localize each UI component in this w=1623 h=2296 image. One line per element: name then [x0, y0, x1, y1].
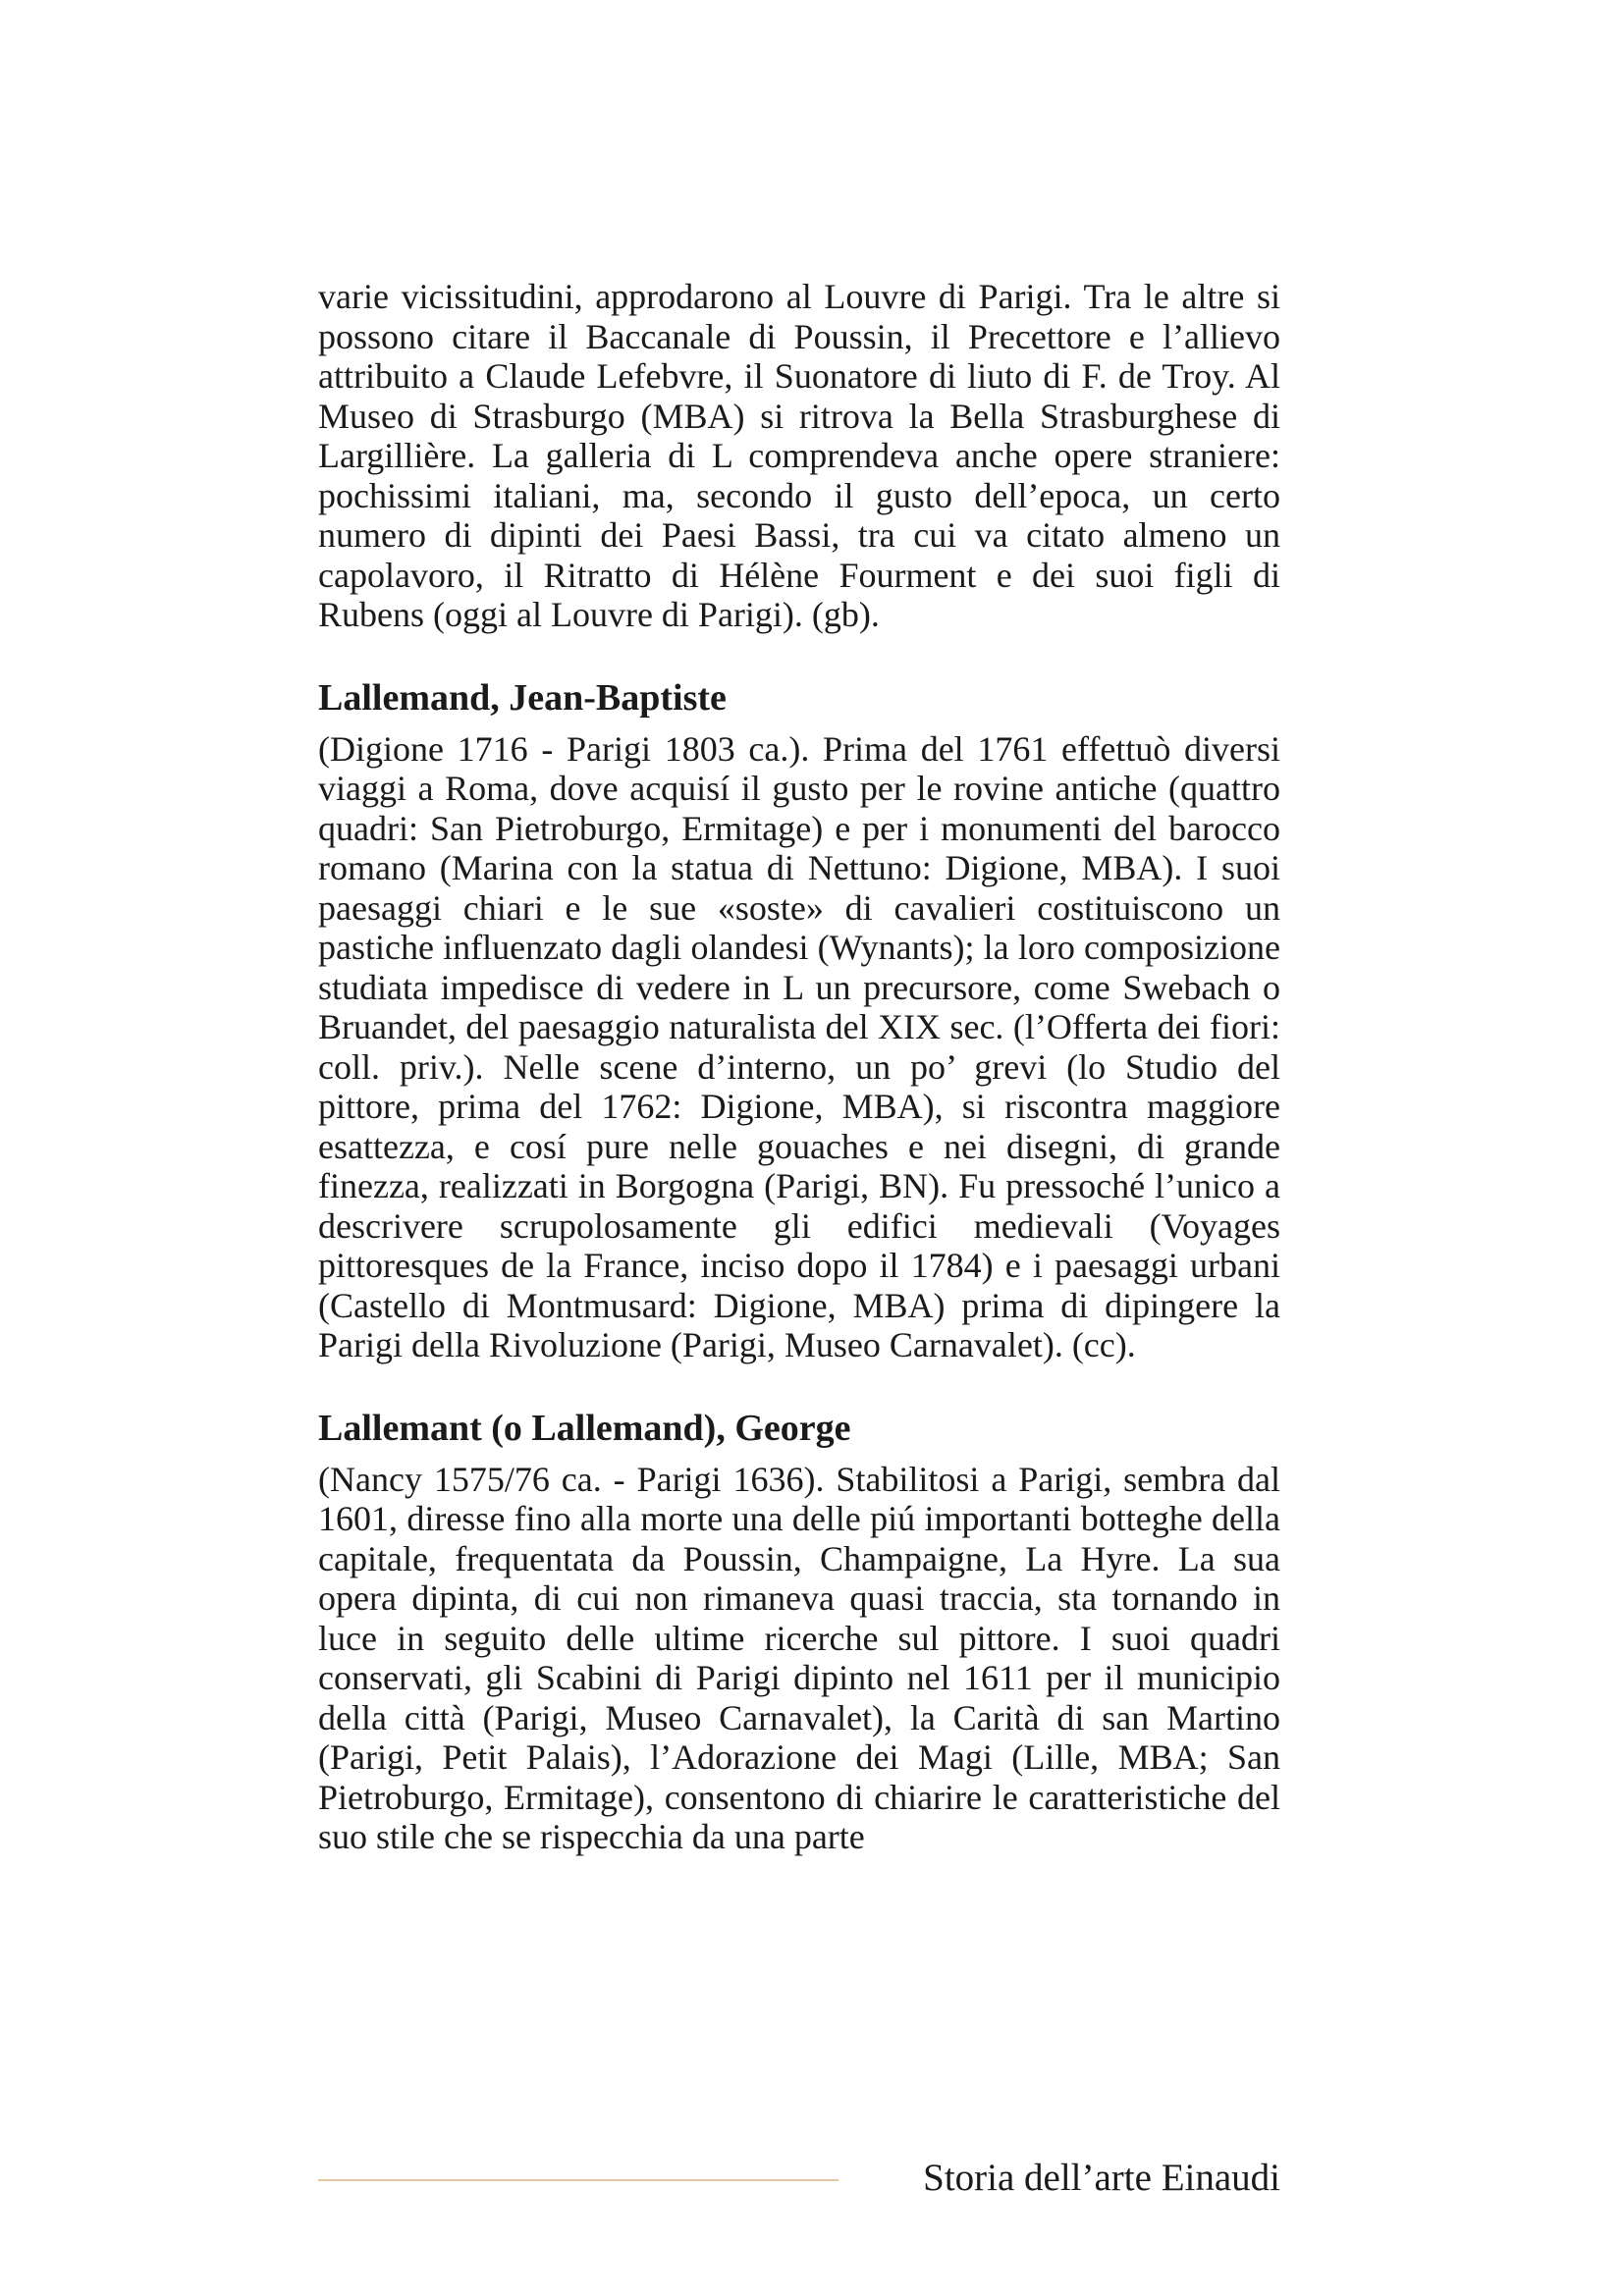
- footer-publication-title: Storia dell’arte Einaudi: [923, 2157, 1280, 2199]
- entry-text-lallemant-george: (Nancy 1575/76 ca. - Parigi 1636). Stabilitosi a Parigi, sembra dal 1601, diresse fino alla morte una delle piú importanti botteghe della capitale, frequentata da Poussin, Champaigne, La Hyre. La sua opera dipinta, di cui non rimaneva quasi traccia, sta tornando in luce in seguito delle ultime ricerche sul pittore. I suoi quadri conservati, gli Scabini di Parigi dipinto nel 1611 per il municipio della città (Parigi, Museo Carnavalet), la Carità di san Martino (Parigi, Petit Palais), l’Adorazione dei Magi (Lille, MBA; San Pietroburgo, Ermitage), consentono di chiarire le caratteristiche del suo stile che se rispecchia da una parte: [318, 1459, 1280, 1856]
- entry-continuation-text: varie vicissitudini, approdarono al Louvre di Parigi. Tra le altre si possono citare il Baccanale di Poussin, il Precettore e l’allievo attribuito a Claude Lefebvre, il Suonatore di liuto di F. de Troy. Al Museo di Strasburgo (MBA) si ritrova la Bella Strasburghese di Largillière. La galleria di L comprendeva anche opere straniere: pochissimi italiani, ma, secondo il gusto dell’epoca, un certo numero di dipinti dei Paesi Bassi, tra cui va citato almeno un capolavoro, il Ritratto di Hélène Fourment e dei suoi figli di Rubens (oggi al Louvre di Parigi). (gb).: [318, 277, 1280, 634]
- entry-text-lallemand-jean-baptiste: (Digione 1716 - Parigi 1803 ca.). Prima del 1761 effettuò diversi viaggi a Roma, dove acquisí il gusto per le rovine antiche (quattro quadri: San Pietroburgo, Ermitage) e per i monumenti del barocco romano (Marina con la statua di Nettuno: Digione, MBA). I suoi paesaggi chiari e le sue «soste» di cavalieri costituiscono un pastiche influenzato dagli olandesi (Wynants); la loro composizione studiata impedisce di vedere in L un precursore, come Swebach o Bruandet, del paesaggio naturalista del XIX sec. (l’Offerta dei fiori: coll. priv.). Nelle scene d’interno, un po’ grevi (lo Studio del pittore, prima del 1762: Digione, MBA), si riscontra maggiore esattezza, e cosí pure nelle gouaches e nei disegni, di grande finezza, realizzati in Borgogna (Parigi, BN). Fu pressoché l’unico a descrivere scrupolosamente gli edifici medievali (Voyages pittoresques de la France, inciso dopo il 1784) e i paesaggi urbani (Castello di Montmusard: Digione, MBA) prima di dipingere la Parigi della Rivoluzione (Parigi, Museo Carnavalet). (cc).: [318, 728, 1280, 1364]
- entry-title-lallemant-george: Lallemant (o Lallemand), George: [318, 1407, 851, 1449]
- page-footer: [318, 2156, 1280, 2205]
- entry-title-lallemand-jean-baptiste: Lallemand, Jean-Baptiste: [318, 676, 727, 719]
- footer-rule: [318, 2179, 839, 2181]
- article-body: [318, 277, 1280, 1857]
